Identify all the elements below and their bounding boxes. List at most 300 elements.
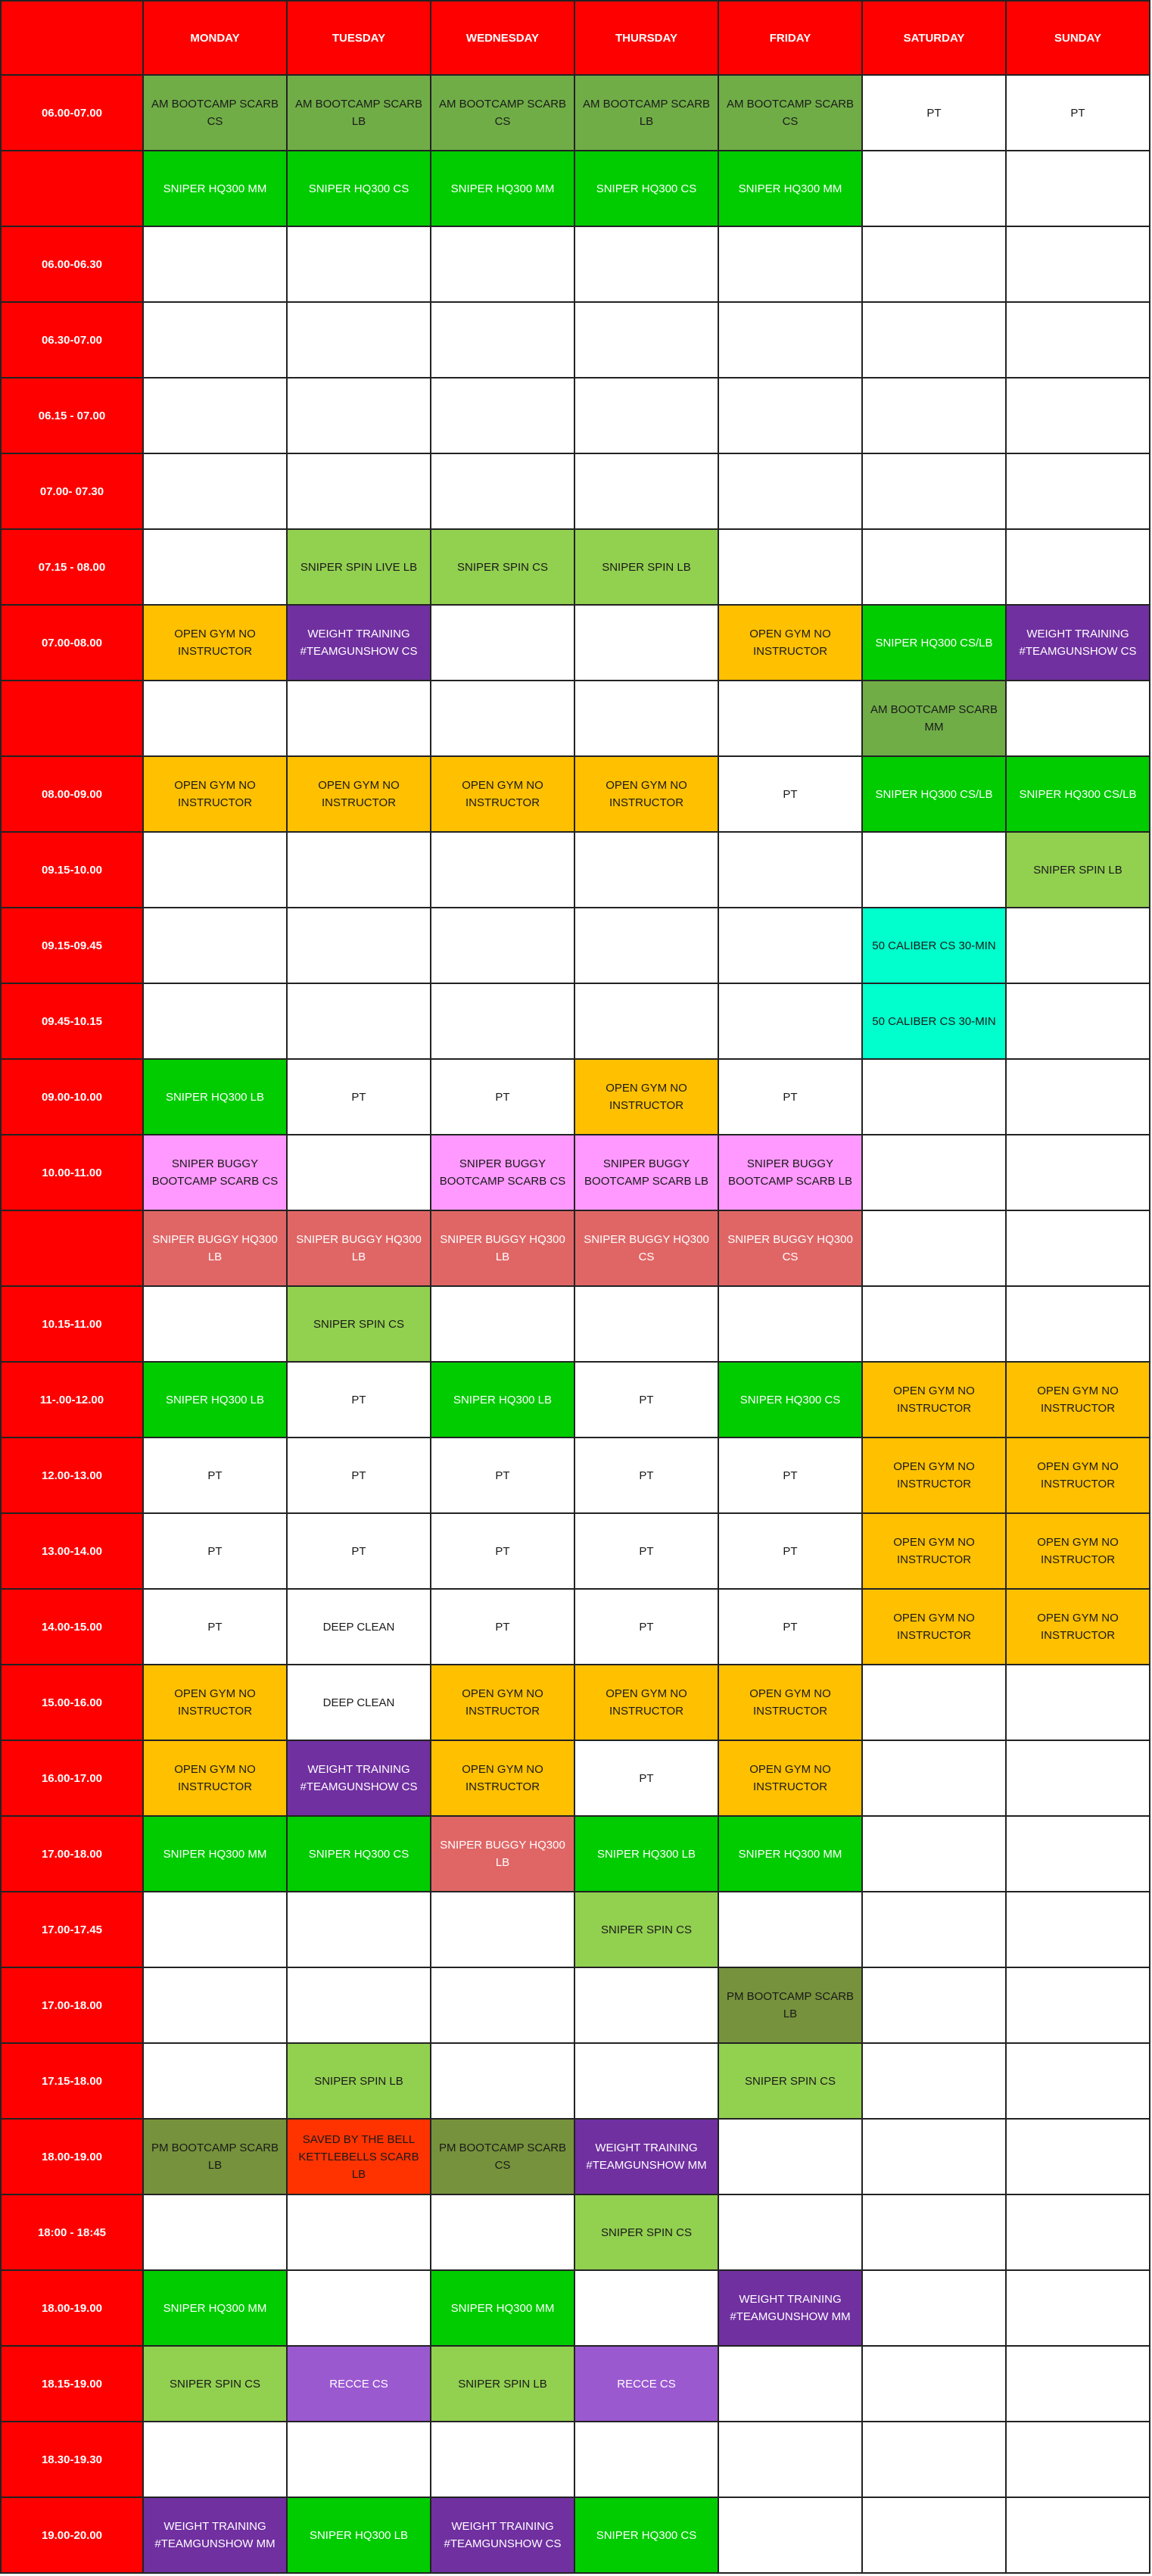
class-cell-sunday bbox=[1006, 1059, 1150, 1135]
class-cell-wednesday bbox=[431, 378, 574, 453]
class-cell-monday: SNIPER HQ300 MM bbox=[143, 2270, 287, 2346]
class-cell-wednesday bbox=[431, 681, 574, 756]
class-cell-sunday bbox=[1006, 529, 1150, 605]
class-cell-saturday bbox=[862, 2346, 1006, 2422]
class-cell-thursday: PT bbox=[574, 1438, 718, 1513]
class-cell-monday bbox=[143, 832, 287, 908]
class-cell-monday bbox=[143, 529, 287, 605]
table-row bbox=[1, 756, 1150, 832]
table-row bbox=[1, 1362, 1150, 1438]
table-row bbox=[1, 75, 1150, 151]
class-cell-thursday: SNIPER SPIN CS bbox=[574, 2194, 718, 2270]
class-cell-thursday bbox=[574, 908, 718, 983]
day-header-row bbox=[1, 1, 1150, 75]
table-row bbox=[1, 1059, 1150, 1135]
class-cell-sunday bbox=[1006, 1740, 1150, 1816]
class-cell-sunday bbox=[1006, 1210, 1150, 1286]
class-cell-saturday bbox=[862, 832, 1006, 908]
class-cell-tuesday bbox=[287, 1892, 431, 1967]
table-row bbox=[1, 2422, 1150, 2497]
class-cell-wednesday bbox=[431, 1286, 574, 1362]
class-cell-sunday: OPEN GYM NO INSTRUCTOR bbox=[1006, 1362, 1150, 1438]
class-cell-friday: OPEN GYM NO INSTRUCTOR bbox=[718, 605, 862, 681]
time-slot-label: 18.15-19.00 bbox=[1, 2346, 143, 2422]
class-cell-thursday: PT bbox=[574, 1589, 718, 1665]
class-cell-wednesday bbox=[431, 605, 574, 681]
class-cell-friday bbox=[718, 378, 862, 453]
class-cell-saturday: OPEN GYM NO INSTRUCTOR bbox=[862, 1513, 1006, 1589]
class-cell-tuesday: PT bbox=[287, 1513, 431, 1589]
class-cell-monday: OPEN GYM NO INSTRUCTOR bbox=[143, 1665, 287, 1740]
class-cell-tuesday: SNIPER SPIN CS bbox=[287, 1286, 431, 1362]
class-cell-friday bbox=[718, 453, 862, 529]
class-cell-thursday bbox=[574, 2270, 718, 2346]
time-slot-label: 08.00-09.00 bbox=[1, 756, 143, 832]
class-cell-monday: SNIPER HQ300 LB bbox=[143, 1362, 287, 1438]
class-cell-wednesday: PT bbox=[431, 1059, 574, 1135]
table-row bbox=[1, 453, 1150, 529]
class-cell-thursday: SNIPER HQ300 LB bbox=[574, 1816, 718, 1892]
class-cell-friday bbox=[718, 681, 862, 756]
class-cell-monday bbox=[143, 2043, 287, 2119]
day-header-friday: FRIDAY bbox=[718, 1, 862, 75]
class-cell-wednesday: OPEN GYM NO INSTRUCTOR bbox=[431, 756, 574, 832]
class-cell-monday bbox=[143, 302, 287, 378]
class-cell-saturday bbox=[862, 1816, 1006, 1892]
class-cell-monday: SNIPER HQ300 MM bbox=[143, 151, 287, 226]
time-slot-label: 17.00-18.00 bbox=[1, 1967, 143, 2043]
time-slot-label: 15.00-16.00 bbox=[1, 1665, 143, 1740]
class-cell-wednesday bbox=[431, 453, 574, 529]
class-cell-monday: AM BOOTCAMP SCARB CS bbox=[143, 75, 287, 151]
time-slot-label: 06.00-06.30 bbox=[1, 226, 143, 302]
table-row bbox=[1, 605, 1150, 681]
class-cell-sunday bbox=[1006, 983, 1150, 1059]
class-cell-tuesday: AM BOOTCAMP SCARB LB bbox=[287, 75, 431, 151]
class-cell-wednesday: OPEN GYM NO INSTRUCTOR bbox=[431, 1740, 574, 1816]
class-cell-sunday bbox=[1006, 681, 1150, 756]
table-row bbox=[1, 2497, 1150, 2573]
class-cell-thursday bbox=[574, 832, 718, 908]
class-cell-friday bbox=[718, 908, 862, 983]
class-cell-wednesday: OPEN GYM NO INSTRUCTOR bbox=[431, 1665, 574, 1740]
class-cell-thursday bbox=[574, 1967, 718, 2043]
class-cell-sunday bbox=[1006, 1816, 1150, 1892]
class-cell-monday: OPEN GYM NO INSTRUCTOR bbox=[143, 756, 287, 832]
class-cell-friday bbox=[718, 2346, 862, 2422]
table-row bbox=[1, 1589, 1150, 1665]
class-cell-wednesday: SNIPER BUGGY HQ300 LB bbox=[431, 1210, 574, 1286]
class-cell-sunday: SNIPER HQ300 CS/LB bbox=[1006, 756, 1150, 832]
class-cell-tuesday: PT bbox=[287, 1438, 431, 1513]
class-cell-thursday: PT bbox=[574, 1740, 718, 1816]
class-cell-saturday: SNIPER HQ300 CS/LB bbox=[862, 756, 1006, 832]
class-cell-sunday bbox=[1006, 378, 1150, 453]
class-cell-monday bbox=[143, 1892, 287, 1967]
time-slot-label: 14.00-15.00 bbox=[1, 1589, 143, 1665]
table-row bbox=[1, 302, 1150, 378]
class-cell-saturday: 50 CALIBER CS 30-MIN bbox=[862, 908, 1006, 983]
time-slot-label: 18.00-19.00 bbox=[1, 2270, 143, 2346]
table-row bbox=[1, 1210, 1150, 1286]
time-slot-label: 17.00-18.00 bbox=[1, 1816, 143, 1892]
class-cell-friday: SNIPER HQ300 CS bbox=[718, 1362, 862, 1438]
class-cell-sunday bbox=[1006, 2346, 1150, 2422]
class-cell-tuesday: DEEP CLEAN bbox=[287, 1589, 431, 1665]
time-slot-label: 11-.00-12.00 bbox=[1, 1362, 143, 1438]
class-cell-tuesday: PT bbox=[287, 1059, 431, 1135]
class-cell-thursday bbox=[574, 2043, 718, 2119]
class-cell-friday bbox=[718, 2422, 862, 2497]
table-row bbox=[1, 1665, 1150, 1740]
class-cell-wednesday bbox=[431, 226, 574, 302]
class-cell-friday: PM BOOTCAMP SCARB LB bbox=[718, 1967, 862, 2043]
day-header-monday: MONDAY bbox=[143, 1, 287, 75]
class-cell-sunday bbox=[1006, 226, 1150, 302]
table-row bbox=[1, 908, 1150, 983]
class-cell-wednesday: PT bbox=[431, 1513, 574, 1589]
day-header-wednesday: WEDNESDAY bbox=[431, 1, 574, 75]
class-cell-monday: OPEN GYM NO INSTRUCTOR bbox=[143, 1740, 287, 1816]
class-cell-saturday: SNIPER HQ300 CS/LB bbox=[862, 605, 1006, 681]
class-cell-saturday bbox=[862, 2422, 1006, 2497]
time-slot-label: 07.00- 07.30 bbox=[1, 453, 143, 529]
class-cell-tuesday bbox=[287, 2194, 431, 2270]
class-cell-thursday: WEIGHT TRAINING #TEAMGUNSHOW MM bbox=[574, 2119, 718, 2194]
class-cell-saturday: OPEN GYM NO INSTRUCTOR bbox=[862, 1589, 1006, 1665]
class-cell-wednesday: SNIPER HQ300 MM bbox=[431, 151, 574, 226]
class-cell-tuesday: SAVED BY THE BELL KETTLEBELLS SCARB LB bbox=[287, 2119, 431, 2194]
class-cell-saturday bbox=[862, 1967, 1006, 2043]
class-cell-wednesday bbox=[431, 302, 574, 378]
table-row bbox=[1, 1135, 1150, 1210]
class-cell-wednesday bbox=[431, 1967, 574, 2043]
class-cell-saturday: OPEN GYM NO INSTRUCTOR bbox=[862, 1438, 1006, 1513]
class-cell-monday: SNIPER HQ300 MM bbox=[143, 1816, 287, 1892]
class-cell-tuesday: DEEP CLEAN bbox=[287, 1665, 431, 1740]
class-cell-tuesday bbox=[287, 378, 431, 453]
time-slot-label: 18:00 - 18:45 bbox=[1, 2194, 143, 2270]
time-slot-label: 09.00-10.00 bbox=[1, 1059, 143, 1135]
class-cell-wednesday: SNIPER HQ300 MM bbox=[431, 2270, 574, 2346]
table-row bbox=[1, 2043, 1150, 2119]
class-cell-monday: PT bbox=[143, 1438, 287, 1513]
class-cell-friday bbox=[718, 832, 862, 908]
class-cell-sunday bbox=[1006, 2119, 1150, 2194]
class-cell-tuesday bbox=[287, 908, 431, 983]
table-row bbox=[1, 1967, 1150, 2043]
class-cell-saturday: OPEN GYM NO INSTRUCTOR bbox=[862, 1362, 1006, 1438]
class-cell-monday: SNIPER SPIN CS bbox=[143, 2346, 287, 2422]
class-cell-friday bbox=[718, 302, 862, 378]
class-cell-wednesday bbox=[431, 2194, 574, 2270]
class-cell-monday bbox=[143, 908, 287, 983]
class-cell-wednesday: AM BOOTCAMP SCARB CS bbox=[431, 75, 574, 151]
time-slot-label: 19.00-20.00 bbox=[1, 2497, 143, 2573]
day-header-tuesday: TUESDAY bbox=[287, 1, 431, 75]
class-cell-monday bbox=[143, 378, 287, 453]
class-cell-wednesday: PT bbox=[431, 1589, 574, 1665]
class-cell-monday bbox=[143, 453, 287, 529]
time-slot-label: 07.00-08.00 bbox=[1, 605, 143, 681]
time-slot-label bbox=[1, 151, 143, 226]
class-cell-sunday bbox=[1006, 908, 1150, 983]
class-cell-sunday bbox=[1006, 1967, 1150, 2043]
class-cell-saturday bbox=[862, 1892, 1006, 1967]
class-cell-thursday bbox=[574, 302, 718, 378]
class-cell-tuesday bbox=[287, 453, 431, 529]
table-row bbox=[1, 832, 1150, 908]
class-cell-tuesday: SNIPER HQ300 CS bbox=[287, 151, 431, 226]
class-cell-sunday bbox=[1006, 453, 1150, 529]
class-cell-tuesday: PT bbox=[287, 1362, 431, 1438]
class-cell-wednesday: SNIPER BUGGY BOOTCAMP SCARB CS bbox=[431, 1135, 574, 1210]
class-cell-saturday: 50 CALIBER CS 30-MIN bbox=[862, 983, 1006, 1059]
class-cell-monday: OPEN GYM NO INSTRUCTOR bbox=[143, 605, 287, 681]
time-slot-label: 17.00-17.45 bbox=[1, 1892, 143, 1967]
class-cell-monday: PM BOOTCAMP SCARB LB bbox=[143, 2119, 287, 2194]
time-slot-label: 06.15 - 07.00 bbox=[1, 378, 143, 453]
class-cell-monday: SNIPER BUGGY HQ300 LB bbox=[143, 1210, 287, 1286]
class-cell-friday: WEIGHT TRAINING #TEAMGUNSHOW MM bbox=[718, 2270, 862, 2346]
class-cell-friday: SNIPER BUGGY HQ300 CS bbox=[718, 1210, 862, 1286]
class-cell-thursday: SNIPER SPIN LB bbox=[574, 529, 718, 605]
time-slot-label bbox=[1, 681, 143, 756]
class-cell-monday: WEIGHT TRAINING #TEAMGUNSHOW MM bbox=[143, 2497, 287, 2573]
class-cell-sunday: OPEN GYM NO INSTRUCTOR bbox=[1006, 1513, 1150, 1589]
class-cell-monday: SNIPER HQ300 LB bbox=[143, 1059, 287, 1135]
class-cell-wednesday: SNIPER SPIN CS bbox=[431, 529, 574, 605]
class-cell-thursday: PT bbox=[574, 1362, 718, 1438]
class-cell-sunday bbox=[1006, 151, 1150, 226]
table-row bbox=[1, 1438, 1150, 1513]
class-cell-friday bbox=[718, 2194, 862, 2270]
class-cell-friday bbox=[718, 983, 862, 1059]
class-cell-wednesday: PT bbox=[431, 1438, 574, 1513]
class-cell-monday bbox=[143, 2194, 287, 2270]
class-cell-wednesday: PM BOOTCAMP SCARB CS bbox=[431, 2119, 574, 2194]
class-cell-friday: PT bbox=[718, 1059, 862, 1135]
class-cell-saturday bbox=[862, 302, 1006, 378]
day-header-sunday: SUNDAY bbox=[1006, 1, 1150, 75]
day-header-thursday: THURSDAY bbox=[574, 1, 718, 75]
class-cell-sunday: WEIGHT TRAINING #TEAMGUNSHOW CS bbox=[1006, 605, 1150, 681]
class-cell-saturday bbox=[862, 1059, 1006, 1135]
time-slot-label: 10.00-11.00 bbox=[1, 1135, 143, 1210]
class-cell-tuesday bbox=[287, 2270, 431, 2346]
class-cell-sunday bbox=[1006, 2497, 1150, 2573]
class-cell-sunday bbox=[1006, 1135, 1150, 1210]
class-cell-friday: PT bbox=[718, 756, 862, 832]
class-cell-thursday bbox=[574, 226, 718, 302]
class-cell-tuesday: OPEN GYM NO INSTRUCTOR bbox=[287, 756, 431, 832]
table-row bbox=[1, 1286, 1150, 1362]
class-cell-thursday: SNIPER HQ300 CS bbox=[574, 2497, 718, 2573]
class-cell-wednesday: WEIGHT TRAINING #TEAMGUNSHOW CS bbox=[431, 2497, 574, 2573]
time-slot-label: 07.15 - 08.00 bbox=[1, 529, 143, 605]
class-cell-sunday bbox=[1006, 2043, 1150, 2119]
table-row bbox=[1, 1513, 1150, 1589]
class-cell-tuesday: SNIPER SPIN LIVE LB bbox=[287, 529, 431, 605]
class-cell-wednesday bbox=[431, 983, 574, 1059]
class-cell-saturday bbox=[862, 2270, 1006, 2346]
class-cell-saturday bbox=[862, 2194, 1006, 2270]
class-cell-friday: SNIPER SPIN CS bbox=[718, 2043, 862, 2119]
class-cell-saturday bbox=[862, 151, 1006, 226]
class-cell-thursday: SNIPER HQ300 CS bbox=[574, 151, 718, 226]
class-cell-friday: OPEN GYM NO INSTRUCTOR bbox=[718, 1740, 862, 1816]
class-cell-thursday: SNIPER BUGGY HQ300 CS bbox=[574, 1210, 718, 1286]
class-cell-thursday: SNIPER SPIN CS bbox=[574, 1892, 718, 1967]
time-slot-label: 10.15-11.00 bbox=[1, 1286, 143, 1362]
class-cell-tuesday: SNIPER HQ300 CS bbox=[287, 1816, 431, 1892]
class-cell-thursday: AM BOOTCAMP SCARB LB bbox=[574, 75, 718, 151]
table-row bbox=[1, 1816, 1150, 1892]
table-row bbox=[1, 983, 1150, 1059]
class-cell-thursday bbox=[574, 453, 718, 529]
class-cell-thursday bbox=[574, 605, 718, 681]
class-cell-sunday bbox=[1006, 2422, 1150, 2497]
class-cell-tuesday bbox=[287, 681, 431, 756]
class-cell-saturday bbox=[862, 226, 1006, 302]
class-cell-wednesday bbox=[431, 2043, 574, 2119]
class-cell-monday bbox=[143, 1286, 287, 1362]
class-cell-tuesday bbox=[287, 2422, 431, 2497]
class-cell-tuesday: SNIPER HQ300 LB bbox=[287, 2497, 431, 2573]
table-row bbox=[1, 2346, 1150, 2422]
class-cell-sunday: SNIPER SPIN LB bbox=[1006, 832, 1150, 908]
class-cell-monday bbox=[143, 2422, 287, 2497]
class-cell-wednesday bbox=[431, 2422, 574, 2497]
class-cell-monday: PT bbox=[143, 1513, 287, 1589]
class-cell-friday bbox=[718, 1286, 862, 1362]
class-cell-monday bbox=[143, 226, 287, 302]
class-cell-wednesday bbox=[431, 832, 574, 908]
class-cell-friday bbox=[718, 529, 862, 605]
class-cell-tuesday bbox=[287, 983, 431, 1059]
class-cell-thursday: RECCE CS bbox=[574, 2346, 718, 2422]
class-cell-tuesday: WEIGHT TRAINING #TEAMGUNSHOW CS bbox=[287, 605, 431, 681]
class-cell-saturday bbox=[862, 1665, 1006, 1740]
class-cell-saturday bbox=[862, 1740, 1006, 1816]
class-cell-thursday bbox=[574, 1286, 718, 1362]
table-row bbox=[1, 2119, 1150, 2194]
class-cell-thursday: PT bbox=[574, 1513, 718, 1589]
class-cell-thursday: OPEN GYM NO INSTRUCTOR bbox=[574, 1665, 718, 1740]
time-slot-label: 09.15-10.00 bbox=[1, 832, 143, 908]
class-cell-tuesday: SNIPER BUGGY HQ300 LB bbox=[287, 1210, 431, 1286]
class-cell-monday bbox=[143, 1967, 287, 2043]
table-row bbox=[1, 1740, 1150, 1816]
class-cell-wednesday: SNIPER SPIN LB bbox=[431, 2346, 574, 2422]
class-cell-sunday bbox=[1006, 1665, 1150, 1740]
table-row bbox=[1, 681, 1150, 756]
time-slot-label: 09.45-10.15 bbox=[1, 983, 143, 1059]
class-cell-wednesday: SNIPER BUGGY HQ300 LB bbox=[431, 1816, 574, 1892]
time-slot-label bbox=[1, 1210, 143, 1286]
class-cell-sunday bbox=[1006, 1286, 1150, 1362]
class-cell-friday bbox=[718, 2497, 862, 2573]
class-cell-monday bbox=[143, 681, 287, 756]
class-cell-tuesday: WEIGHT TRAINING #TEAMGUNSHOW CS bbox=[287, 1740, 431, 1816]
time-slot-label: 18.30-19.30 bbox=[1, 2422, 143, 2497]
class-cell-friday: OPEN GYM NO INSTRUCTOR bbox=[718, 1665, 862, 1740]
class-cell-thursday bbox=[574, 2422, 718, 2497]
class-cell-tuesday bbox=[287, 302, 431, 378]
class-cell-monday: PT bbox=[143, 1589, 287, 1665]
class-cell-thursday bbox=[574, 681, 718, 756]
class-cell-wednesday bbox=[431, 908, 574, 983]
class-cell-saturday bbox=[862, 378, 1006, 453]
class-cell-thursday: SNIPER BUGGY BOOTCAMP SCARB LB bbox=[574, 1135, 718, 1210]
class-cell-sunday bbox=[1006, 302, 1150, 378]
class-cell-friday: SNIPER HQ300 MM bbox=[718, 1816, 862, 1892]
class-cell-friday: AM BOOTCAMP SCARB CS bbox=[718, 75, 862, 151]
class-cell-sunday bbox=[1006, 2270, 1150, 2346]
class-cell-saturday bbox=[862, 529, 1006, 605]
class-cell-wednesday bbox=[431, 1892, 574, 1967]
time-slot-label: 06.00-07.00 bbox=[1, 75, 143, 151]
class-cell-tuesday bbox=[287, 832, 431, 908]
class-cell-friday: PT bbox=[718, 1589, 862, 1665]
class-cell-sunday bbox=[1006, 2194, 1150, 2270]
class-cell-tuesday: RECCE CS bbox=[287, 2346, 431, 2422]
class-cell-tuesday: SNIPER SPIN LB bbox=[287, 2043, 431, 2119]
class-cell-wednesday: SNIPER HQ300 LB bbox=[431, 1362, 574, 1438]
table-row bbox=[1, 2270, 1150, 2346]
day-header-saturday: SATURDAY bbox=[862, 1, 1006, 75]
class-cell-thursday: OPEN GYM NO INSTRUCTOR bbox=[574, 1059, 718, 1135]
class-cell-saturday bbox=[862, 2497, 1006, 2573]
class-cell-saturday: AM BOOTCAMP SCARB MM bbox=[862, 681, 1006, 756]
time-slot-label: 16.00-17.00 bbox=[1, 1740, 143, 1816]
table-row bbox=[1, 151, 1150, 226]
class-cell-friday: PT bbox=[718, 1438, 862, 1513]
class-cell-saturday bbox=[862, 1135, 1006, 1210]
time-slot-label: 18.00-19.00 bbox=[1, 2119, 143, 2194]
class-cell-thursday bbox=[574, 983, 718, 1059]
time-slot-label: 06.30-07.00 bbox=[1, 302, 143, 378]
time-slot-label: 13.00-14.00 bbox=[1, 1513, 143, 1589]
class-cell-thursday bbox=[574, 378, 718, 453]
table-row bbox=[1, 529, 1150, 605]
table-row bbox=[1, 226, 1150, 302]
class-cell-friday: SNIPER BUGGY BOOTCAMP SCARB LB bbox=[718, 1135, 862, 1210]
class-cell-saturday: PT bbox=[862, 75, 1006, 151]
class-cell-friday bbox=[718, 2119, 862, 2194]
class-cell-friday: SNIPER HQ300 MM bbox=[718, 151, 862, 226]
class-cell-tuesday bbox=[287, 1967, 431, 2043]
class-cell-monday: SNIPER BUGGY BOOTCAMP SCARB CS bbox=[143, 1135, 287, 1210]
class-cell-monday bbox=[143, 983, 287, 1059]
class-cell-saturday bbox=[862, 2119, 1006, 2194]
class-cell-saturday bbox=[862, 453, 1006, 529]
class-cell-saturday bbox=[862, 1286, 1006, 1362]
class-cell-tuesday bbox=[287, 226, 431, 302]
class-cell-sunday: OPEN GYM NO INSTRUCTOR bbox=[1006, 1438, 1150, 1513]
class-cell-friday bbox=[718, 226, 862, 302]
class-cell-thursday: OPEN GYM NO INSTRUCTOR bbox=[574, 756, 718, 832]
class-cell-friday bbox=[718, 1892, 862, 1967]
table-row bbox=[1, 2194, 1150, 2270]
timetable-body bbox=[1, 75, 1150, 2573]
table-row bbox=[1, 378, 1150, 453]
class-cell-sunday: PT bbox=[1006, 75, 1150, 151]
class-cell-friday: PT bbox=[718, 1513, 862, 1589]
corner-cell bbox=[1, 1, 143, 75]
table-row bbox=[1, 1892, 1150, 1967]
class-cell-tuesday bbox=[287, 1135, 431, 1210]
